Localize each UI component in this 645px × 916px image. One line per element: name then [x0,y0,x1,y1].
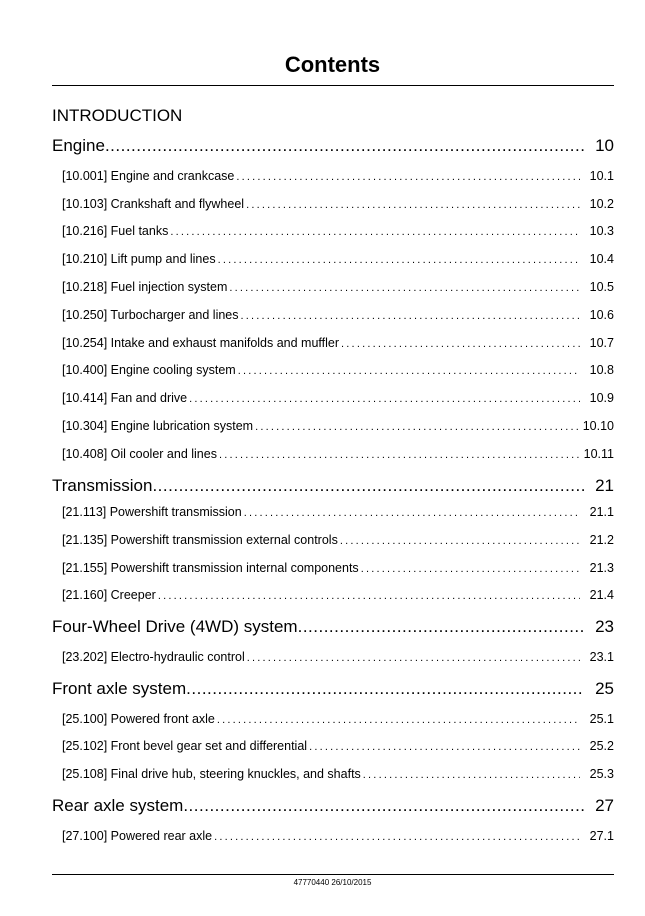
dot-leader [186,677,584,701]
toc-section-label: [10.210] Lift pump and lines [62,252,216,266]
toc-section-page: 27.1 [589,829,614,843]
dot-leader [244,504,580,521]
dot-leader [105,134,584,158]
toc-section[interactable] [62,765,614,783]
toc-section-label: [21.113] Powershift transmission [62,505,242,519]
toc-section-page: 25.1 [589,712,614,726]
toc-section[interactable] [62,503,614,521]
toc-section[interactable] [62,531,614,549]
toc-chapter-page: 23 [595,617,614,636]
toc-introduction[interactable]: INTRODUCTION [52,106,183,125]
toc-chapter-label: Rear axle system [52,796,184,815]
footer-document-id: 47770440 26/10/2015 [293,878,372,887]
toc-section-page: 21.4 [589,588,614,602]
dot-leader [361,560,580,577]
toc-section-page: 21.3 [589,561,614,575]
toc-chapter-label: Transmission [52,476,153,495]
toc-section-page: 10.10 [582,419,614,433]
title-divider [52,85,614,86]
toc-section-page: 10.6 [589,308,614,322]
dot-leader [246,196,580,213]
toc-section[interactable] [62,737,614,755]
toc-section-label: [10.103] Crankshaft and flywheel [62,197,245,211]
toc-section[interactable] [62,250,614,268]
toc-section-label: [21.155] Powershift transmission internal components [62,561,359,575]
toc-section-label: [10.304] Engine lubrication system [62,419,254,433]
toc-section-page: 23.1 [589,650,614,664]
toc-section[interactable] [62,586,614,604]
toc-section-page: 10.1 [589,169,614,183]
toc-chapter-engine[interactable] [52,134,614,158]
toc-section-page: 25.3 [589,767,614,781]
dot-leader [247,649,580,666]
toc-section-label: [21.160] Creeper [62,588,156,602]
toc-section-label: [10.218] Fuel injection system [62,280,228,294]
dot-leader [158,587,580,604]
toc-section[interactable] [62,222,614,240]
toc-chapter-four-wheel-drive[interactable] [52,615,614,639]
dot-leader [218,251,580,268]
toc-section-page: 10.4 [589,252,614,266]
toc-chapter-page: 21 [595,476,614,495]
toc-section-label: [27.100] Powered rear axle [62,829,213,843]
toc-chapter-rear-axle[interactable] [52,794,614,818]
toc-section-label: [25.108] Final drive hub, steering knuckles, and shafts [62,767,361,781]
toc-section-page: 21.1 [589,505,614,519]
toc-chapter-label: Four-Wheel Drive (4WD) system [52,617,298,636]
toc-section-page: 21.2 [589,533,614,547]
toc-chapter-label: Engine [52,136,105,155]
toc-section-label: [10.001] Engine and crankcase [62,169,235,183]
toc-section[interactable] [62,559,614,577]
dot-leader [236,168,580,185]
toc-section[interactable] [62,648,614,666]
toc-section[interactable] [62,306,614,324]
dot-leader [214,828,580,845]
toc-section[interactable] [62,361,614,379]
toc-section-label: [10.408] Oil cooler and lines [62,447,217,461]
toc-chapter-page: 25 [595,679,614,698]
toc-chapter-page: 27 [595,796,614,815]
toc-section-page: 10.5 [589,280,614,294]
toc-section-page: 10.7 [589,336,614,350]
toc-chapter-front-axle[interactable] [52,677,614,701]
toc-section[interactable] [62,334,614,352]
dot-leader [152,474,584,498]
dot-leader [363,766,580,783]
dot-leader [183,794,584,818]
toc-section-page: 10.9 [589,391,614,405]
toc-section[interactable] [62,710,614,728]
toc-section[interactable] [62,278,614,296]
toc-section[interactable] [62,389,614,407]
toc-section-label: [23.202] Electro-hydraulic control [62,650,245,664]
footer-divider [52,874,614,875]
toc-section-page: 10.3 [589,224,614,238]
page-title: Contents [284,52,381,77]
toc-chapter-page: 10 [595,136,614,155]
toc-section-label: [25.102] Front bevel gear set and differential [62,739,308,753]
dot-leader [170,223,580,240]
toc-section-label: [25.100] Powered front axle [62,712,215,726]
toc-section-page: 10.8 [589,363,614,377]
toc-chapter-label: Front axle system [52,679,187,698]
toc-chapter-transmission[interactable] [52,474,614,498]
dot-leader [241,307,580,324]
toc-section-label: [10.254] Intake and exhaust manifolds and muffler [62,336,340,350]
dot-leader [255,418,579,435]
toc-section[interactable] [62,195,614,213]
toc-section-page: 25.2 [589,739,614,753]
toc-section-label: [21.135] Powershift transmission external controls [62,533,338,547]
toc-section-page: 10.11 [583,447,614,461]
toc-section-label: [10.216] Fuel tanks [62,224,169,238]
toc-section[interactable] [62,445,614,463]
dot-leader [341,335,580,352]
toc-section-label: [10.250] Turbocharger and lines [62,308,239,322]
dot-leader [219,446,580,463]
toc-section[interactable] [62,167,614,185]
toc-section-label: [10.414] Fan and drive [62,391,188,405]
toc-section[interactable] [62,417,614,435]
toc-section-page: 10.2 [589,197,614,211]
dot-leader [229,279,580,296]
dot-leader [298,615,584,639]
dot-leader [309,738,580,755]
dot-leader [238,362,580,379]
dot-leader [217,711,580,728]
toc-section-label: [10.400] Engine cooling system [62,363,236,377]
toc-section[interactable] [62,827,614,845]
dot-leader [340,532,580,549]
dot-leader [189,390,580,407]
